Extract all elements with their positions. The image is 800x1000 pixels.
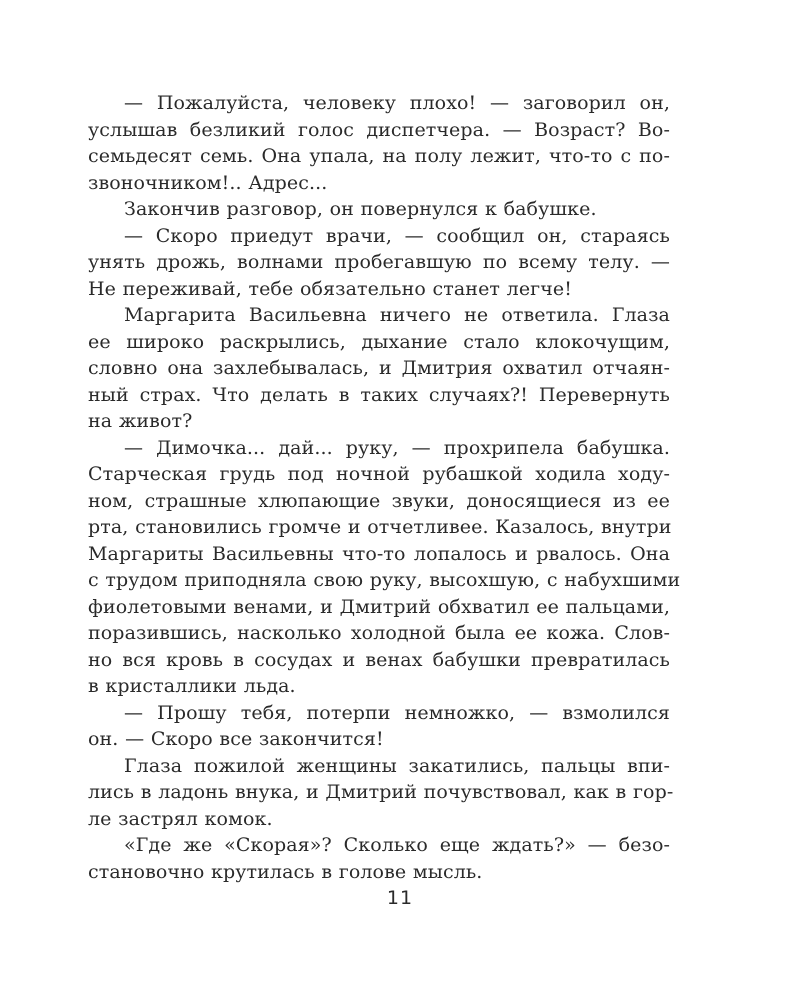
- text-line: Глаза пожилой женщины закатились, пальцы впи-: [124, 754, 670, 777]
- text-line: — Димочка... дай... руку, — прохрипела бабушка.: [124, 436, 670, 459]
- text-line: рта, становились громче и отчетливее. Казалось, внутри: [88, 516, 672, 538]
- text-line: услышав безликий голос диспетчера. — Возраст? Во-: [88, 118, 670, 141]
- text-line: в кристаллики льда.: [88, 675, 296, 697]
- text-line: — Прошу тебя, потерпи немножко, — взмолился: [124, 701, 670, 724]
- text-line: семьдесят семь. Она упала, на полу лежит, что-то с по-: [88, 145, 670, 167]
- text-line: с трудом приподняла свою руку, высохшую, с набухшими: [88, 569, 681, 591]
- page-number: 11: [386, 887, 414, 909]
- text-line: звоночником!.. Адрес...: [88, 171, 328, 194]
- text-line: ее широко раскрылись, дыхание стало клокочущим,: [88, 330, 670, 353]
- text-line: Закончив разговор, он повернулся к бабушке.: [124, 198, 597, 220]
- text-line: Маргарита Васильевна ничего не ответила. Глаза: [124, 304, 670, 326]
- text-line: ном, страшные хлюпающие звуки, доносящиеся из ее: [88, 489, 670, 512]
- text-line: ле застрял комок.: [88, 807, 273, 830]
- text-line: лись в ладонь внука, и Дмитрий почувствовал, как в гор-: [88, 781, 674, 803]
- text-line: фиолетовыми венами, и Дмитрий обхватил ее пальцами,: [88, 595, 670, 618]
- text-line: на живот?: [88, 410, 193, 432]
- text-line: Не переживай, тебе обязательно станет легче!: [88, 277, 572, 300]
- text-line: словно она захлебывалась, и Дмитрия охватил отчаян-: [88, 357, 670, 379]
- text-line: он. — Скоро все закончится!: [88, 728, 384, 750]
- text-line: унять дрожь, волнами пробегавшую по всему телу. —: [88, 251, 670, 273]
- text-line: «Где же «Скорая»? Сколько еще ждать?» — безо-: [124, 834, 670, 856]
- text-line: становочно крутилась в голове мысль.: [88, 860, 483, 883]
- text-line: поразившись, насколько холодной была ее кожа. Слов-: [88, 622, 670, 644]
- text-line: но вся кровь в сосудах и венах бабушки превратилась: [88, 648, 670, 671]
- text-line: Маргариты Васильевны что-то лопалось и рвалось. Она: [88, 542, 670, 565]
- body-text: [88, 90, 681, 885]
- text-line: — Скоро приедут врачи, — сообщил он, стараясь: [124, 224, 670, 247]
- text-line: — Пожалуйста, человеку плохо! — заговорил он,: [124, 92, 670, 114]
- text-line: ный страх. Что делать в таких случаях?! Перевернуть: [88, 383, 670, 406]
- text-line: Старческая грудь под ночной рубашкой ходила ходу-: [88, 463, 670, 485]
